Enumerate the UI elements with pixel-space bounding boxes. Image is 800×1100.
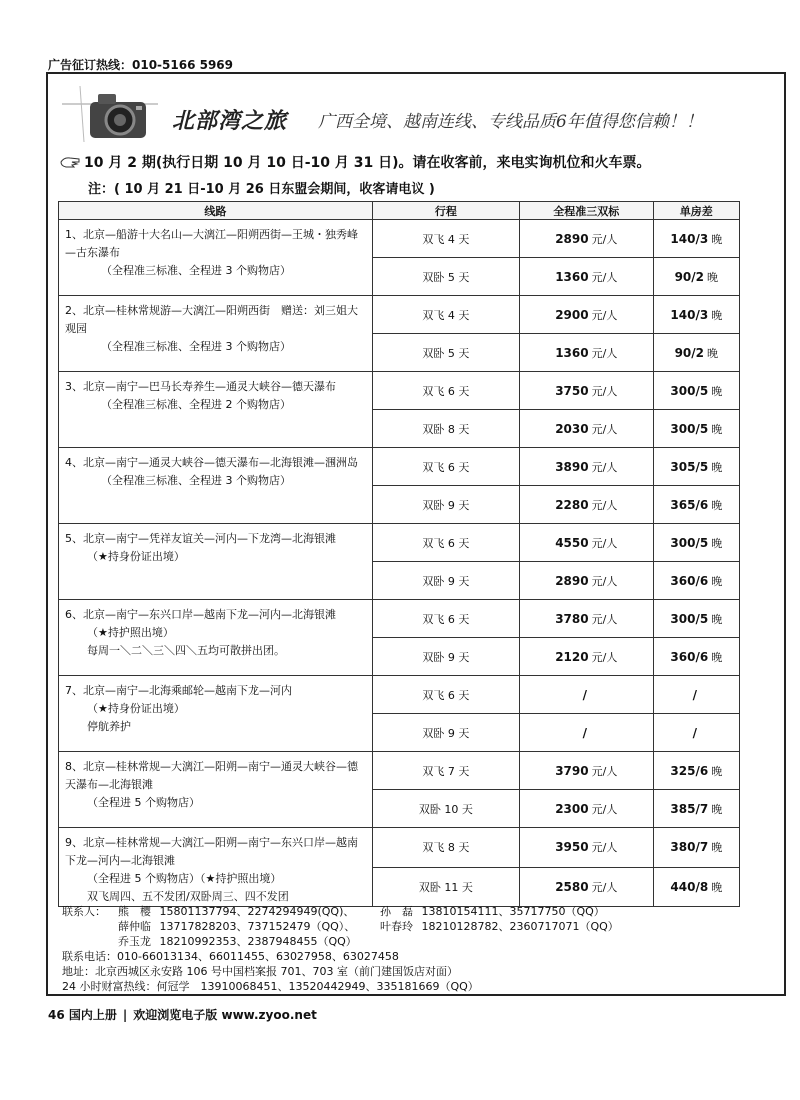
- single-supplement-cell: [653, 867, 739, 907]
- camera-icon: [60, 84, 160, 146]
- trip-duration: 双飞 6 天: [372, 372, 519, 410]
- single-supplement-value: 300/5: [670, 535, 709, 550]
- trip-duration: 双飞 6 天: [372, 600, 519, 638]
- trip-duration: 双卧 9 天: [372, 486, 519, 524]
- single-supplement-cell: [653, 752, 739, 790]
- single-supplement-unit: 晚: [707, 346, 719, 360]
- single-supplement-cell: [653, 372, 739, 410]
- route-extra-note: （★持护照出境）: [87, 626, 174, 639]
- route-extra-note: （★持身份证出境）: [87, 702, 185, 715]
- single-supplement-cell: [653, 486, 739, 524]
- price-unit: 元/人: [591, 764, 618, 778]
- price-value: /: [582, 725, 587, 740]
- single-supplement-value: 300/5: [670, 611, 709, 626]
- route-extra-note: （★持身份证出境）: [87, 550, 185, 563]
- price-value: 2890: [555, 573, 589, 588]
- header-trip: 行程: [372, 202, 519, 220]
- header-price: 全程准三双标: [519, 202, 653, 220]
- table-row: [59, 524, 740, 562]
- price-unit: 元/人: [591, 460, 618, 474]
- route-description: [59, 524, 373, 600]
- route-extra-note: 双飞周四、五不发团/双卧周三、四不发团: [87, 890, 289, 903]
- single-supplement-cell: [653, 524, 739, 562]
- single-supplement-value: 360/6: [670, 573, 709, 588]
- single-supplement-unit: 晚: [707, 270, 719, 284]
- price-unit: 元/人: [591, 232, 618, 246]
- trip-duration: 双飞 6 天: [372, 676, 519, 714]
- single-supplement-cell: [653, 828, 739, 868]
- route-description: [59, 448, 373, 524]
- contact-hotline: 24 小时财富热线：何冠学 13910068451、13520442949、335181669（QQ）: [62, 980, 479, 993]
- single-supplement-value: 325/6: [670, 763, 709, 778]
- route-title: 1、北京—船游十大名山—大漓江—阳朔西街—王城・独秀峰—古东瀑布: [65, 228, 358, 259]
- single-supplement-cell: [653, 562, 739, 600]
- trip-duration: 双飞 8 天: [372, 828, 519, 868]
- route-title: 7、北京—南宁—北海乘邮轮—越南下龙—河内: [65, 684, 292, 697]
- table-row: [59, 828, 740, 868]
- price-cell: [519, 562, 653, 600]
- price-value: 2300: [555, 801, 589, 816]
- price-value: 2120: [555, 649, 589, 664]
- price-cell: [519, 828, 653, 868]
- price-cell: [519, 676, 653, 714]
- price-cell: [519, 220, 653, 258]
- trip-duration: 双卧 9 天: [372, 714, 519, 752]
- route-description: [59, 752, 373, 828]
- single-supplement-value: 365/6: [670, 497, 709, 512]
- price-cell: [519, 638, 653, 676]
- price-value: 3790: [555, 763, 589, 778]
- price-unit: 元/人: [591, 308, 618, 322]
- trip-duration: 双卧 9 天: [372, 562, 519, 600]
- contact-row: [62, 904, 605, 919]
- single-supplement-unit: 晚: [711, 232, 723, 246]
- price-cell: [519, 524, 653, 562]
- route-title: 5、北京—南宁—凭祥友谊关—河内—下龙湾—北海银滩: [65, 532, 336, 545]
- route-table: [58, 201, 740, 907]
- single-supplement-cell: [653, 676, 739, 714]
- price-value: 2900: [555, 307, 589, 322]
- footer-divider: |: [122, 1008, 128, 1022]
- contact-address: 地址：北京西城区永安路 106 号中国档案报 701、703 室（前门建国饭店对面）: [62, 965, 458, 978]
- price-cell: [519, 334, 653, 372]
- trip-duration: 双飞 6 天: [372, 448, 519, 486]
- route-description: [59, 296, 373, 372]
- trip-duration: 双飞 7 天: [372, 752, 519, 790]
- route-title: 3、北京—南宁—巴马长寿养生—通灵大峡谷—德天瀑布: [65, 380, 336, 393]
- route-title: 9、北京—桂林常规—大漓江—阳朔—南宁—东兴口岸—越南下龙—河内—北海银滩: [65, 836, 358, 867]
- price-unit: 元/人: [591, 536, 618, 550]
- single-supplement-value: 300/5: [670, 421, 709, 436]
- price-cell: [519, 486, 653, 524]
- contact-phone: 13810154111、35717750（QQ）: [421, 905, 605, 918]
- price-cell: [519, 600, 653, 638]
- trip-duration: 双飞 4 天: [372, 296, 519, 334]
- single-supplement-cell: [653, 258, 739, 296]
- route-description: [59, 372, 373, 448]
- footer-url[interactable]: www.zyoo.net: [221, 1008, 317, 1022]
- single-supplement-cell: [653, 296, 739, 334]
- price-value: 2280: [555, 497, 589, 512]
- single-supplement-unit: 晚: [711, 308, 723, 322]
- single-supplement-unit: 晚: [711, 802, 723, 816]
- trip-duration: 双卧 5 天: [372, 334, 519, 372]
- price-value: 1360: [555, 269, 589, 284]
- pointing-hand-icon: [60, 156, 80, 168]
- notice-text: 10 月 2 期(执行日期 10 月 10 日-10 月 31 日)。请在收客前，来电实询机位和火车票。: [84, 155, 651, 171]
- trip-duration: 双飞 4 天: [372, 220, 519, 258]
- price-cell: [519, 448, 653, 486]
- route-extra-note: （全程进 5 个购物店）（★持护照出境）: [87, 872, 282, 885]
- single-supplement-value: /: [692, 725, 697, 740]
- single-supplement-unit: 晚: [711, 764, 723, 778]
- single-supplement-value: 440/8: [670, 879, 709, 894]
- price-value: 3950: [555, 840, 589, 855]
- single-supplement-value: 140/3: [670, 231, 709, 246]
- contact-name: 熊 樱: [118, 905, 151, 918]
- banner-brand: 北部湾之旅: [172, 108, 288, 134]
- single-supplement-cell: [653, 410, 739, 448]
- price-unit: 元/人: [591, 270, 618, 284]
- banner-slogan: 广西全境、越南连线、专线品质6年值得您信赖！！: [318, 112, 703, 132]
- price-value: /: [582, 687, 587, 702]
- table-row: [59, 372, 740, 410]
- price-unit: 元/人: [591, 880, 618, 894]
- route-extra-note: 每周一＼二＼三＼四＼五均可散拼出团。: [87, 644, 285, 657]
- contact-row: [62, 934, 479, 949]
- single-supplement-unit: 晚: [711, 422, 723, 436]
- single-supplement-cell: [653, 448, 739, 486]
- single-supplement-value: 140/3: [670, 307, 709, 322]
- single-supplement-value: 90/2: [674, 269, 705, 284]
- price-value: 1360: [555, 345, 589, 360]
- trip-duration: 双卧 5 天: [372, 258, 519, 296]
- single-supplement-unit: 晚: [711, 384, 723, 398]
- single-supplement-value: 385/7: [670, 801, 709, 816]
- route-shopping-note: （全程准三标准、全程进 3 个购物店）: [101, 474, 291, 487]
- trip-duration: 双卧 8 天: [372, 410, 519, 448]
- price-cell: [519, 867, 653, 907]
- price-cell: [519, 258, 653, 296]
- single-supplement-unit: 晚: [711, 612, 723, 626]
- table-row: [59, 296, 740, 334]
- single-supplement-value: 300/5: [670, 383, 709, 398]
- single-supplement-unit: 晚: [711, 650, 723, 664]
- trip-duration: 双卧 9 天: [372, 638, 519, 676]
- schedule-notice: [60, 152, 651, 172]
- table-row: [59, 220, 740, 258]
- price-cell: [519, 296, 653, 334]
- route-extra-note: 停航养护: [87, 720, 131, 733]
- page-number: 46: [48, 1008, 65, 1022]
- contact-phone: 15801137794、2274294949(QQ)、: [159, 905, 355, 918]
- contacts-label: 联系人：: [62, 905, 106, 918]
- price-value: 4550: [555, 535, 589, 550]
- price-unit: 元/人: [591, 574, 618, 588]
- single-supplement-unit: 晚: [711, 498, 723, 512]
- contact-phone: 18210128782、2360717071（QQ）: [421, 920, 619, 933]
- price-cell: [519, 372, 653, 410]
- single-supplement-cell: [653, 334, 739, 372]
- table-header-row: [59, 202, 740, 220]
- single-supplement-cell: [653, 638, 739, 676]
- price-value: 3750: [555, 383, 589, 398]
- route-shopping-note: （全程准三标准、全程进 3 个购物店）: [101, 340, 291, 353]
- price-value: 2030: [555, 421, 589, 436]
- single-supplement-value: /: [692, 687, 697, 702]
- price-unit: 元/人: [591, 650, 618, 664]
- price-value: 3780: [555, 611, 589, 626]
- route-table-body: [59, 220, 740, 907]
- route-extra-note: （全程进 5 个购物店）: [87, 796, 200, 809]
- price-cell: [519, 752, 653, 790]
- single-supplement-value: 90/2: [674, 345, 705, 360]
- price-unit: 元/人: [591, 498, 618, 512]
- asean-note: 注：( 10 月 21 日-10 月 26 日东盟会期间，收客请电议 ): [88, 182, 435, 197]
- single-supplement-unit: 晚: [711, 841, 723, 855]
- route-title: 8、北京—桂林常规—大漓江—阳朔—南宁—通灵大峡谷—德天瀑布—北海银滩: [65, 760, 358, 791]
- single-supplement-unit: 晚: [711, 574, 723, 588]
- table-row: [59, 600, 740, 638]
- route-title: 2、北京—桂林常规游—大漓江—阳朔西街 赠送：刘三姐大观园: [65, 304, 358, 335]
- contact-name: 薛仲临: [118, 920, 151, 933]
- single-supplement-unit: 晚: [711, 880, 723, 894]
- contact-phones: 联系电话：010-66013134、66011455、63027958、63027458: [62, 950, 399, 963]
- single-supplement-cell: [653, 220, 739, 258]
- single-supplement-value: 305/5: [670, 459, 709, 474]
- price-unit: 元/人: [591, 384, 618, 398]
- contact-name: 乔玉龙: [118, 935, 151, 948]
- table-row: [59, 752, 740, 790]
- price-value: 3890: [555, 459, 589, 474]
- price-unit: 元/人: [591, 841, 618, 855]
- trip-duration: 双飞 6 天: [372, 524, 519, 562]
- route-description: [59, 220, 373, 296]
- footer-promo: 欢迎浏览电子版: [133, 1008, 218, 1022]
- price-cell: [519, 790, 653, 828]
- table-row: [59, 448, 740, 486]
- trip-duration: 双卧 10 天: [372, 790, 519, 828]
- banner: [60, 80, 772, 152]
- price-unit: 元/人: [591, 802, 618, 816]
- price-value: 2890: [555, 231, 589, 246]
- single-supplement-unit: 晚: [711, 460, 723, 474]
- trip-duration: 双卧 11 天: [372, 867, 519, 907]
- footer-section: 国内上册: [68, 1008, 117, 1022]
- route-title: 6、北京—南宁—东兴口岸—越南下龙—河内—北海银滩: [65, 608, 336, 621]
- contact-name: 叶春玲: [380, 920, 413, 933]
- route-description: [59, 676, 373, 752]
- route-description: [59, 600, 373, 676]
- single-supplement-cell: [653, 600, 739, 638]
- single-supplement-unit: 晚: [711, 536, 723, 550]
- route-description: [59, 828, 373, 907]
- price-unit: 元/人: [591, 422, 618, 436]
- contact-row: [62, 919, 619, 934]
- price-cell: [519, 410, 653, 448]
- price-cell: [519, 714, 653, 752]
- contacts-block: [62, 904, 619, 994]
- route-shopping-note: （全程准三标准、全程进 2 个购物店）: [101, 398, 291, 411]
- price-unit: 元/人: [591, 612, 618, 626]
- table-row: [59, 676, 740, 714]
- route-shopping-note: （全程准三标准、全程进 3 个购物店）: [101, 264, 291, 277]
- header-single-supplement: 单房差: [653, 202, 739, 220]
- route-title: 4、北京—南宁—通灵大峡谷—德天瀑布—北海银滩—涠洲岛: [65, 456, 358, 469]
- contact-phone: 13717828203、737152479（QQ）、: [159, 920, 356, 933]
- header-route: 线路: [59, 202, 373, 220]
- page-footer: [48, 1006, 317, 1023]
- ad-hotline: 广告征订热线：010-5166 5969: [48, 58, 234, 72]
- price-value: 2580: [555, 879, 589, 894]
- contact-phone: 18210992353、2387948455（QQ）: [159, 935, 357, 948]
- price-unit: 元/人: [591, 346, 618, 360]
- single-supplement-cell: [653, 714, 739, 752]
- contact-name: 孙 磊: [380, 905, 413, 918]
- single-supplement-cell: [653, 790, 739, 828]
- single-supplement-value: 380/7: [670, 840, 709, 855]
- single-supplement-value: 360/6: [670, 649, 709, 664]
